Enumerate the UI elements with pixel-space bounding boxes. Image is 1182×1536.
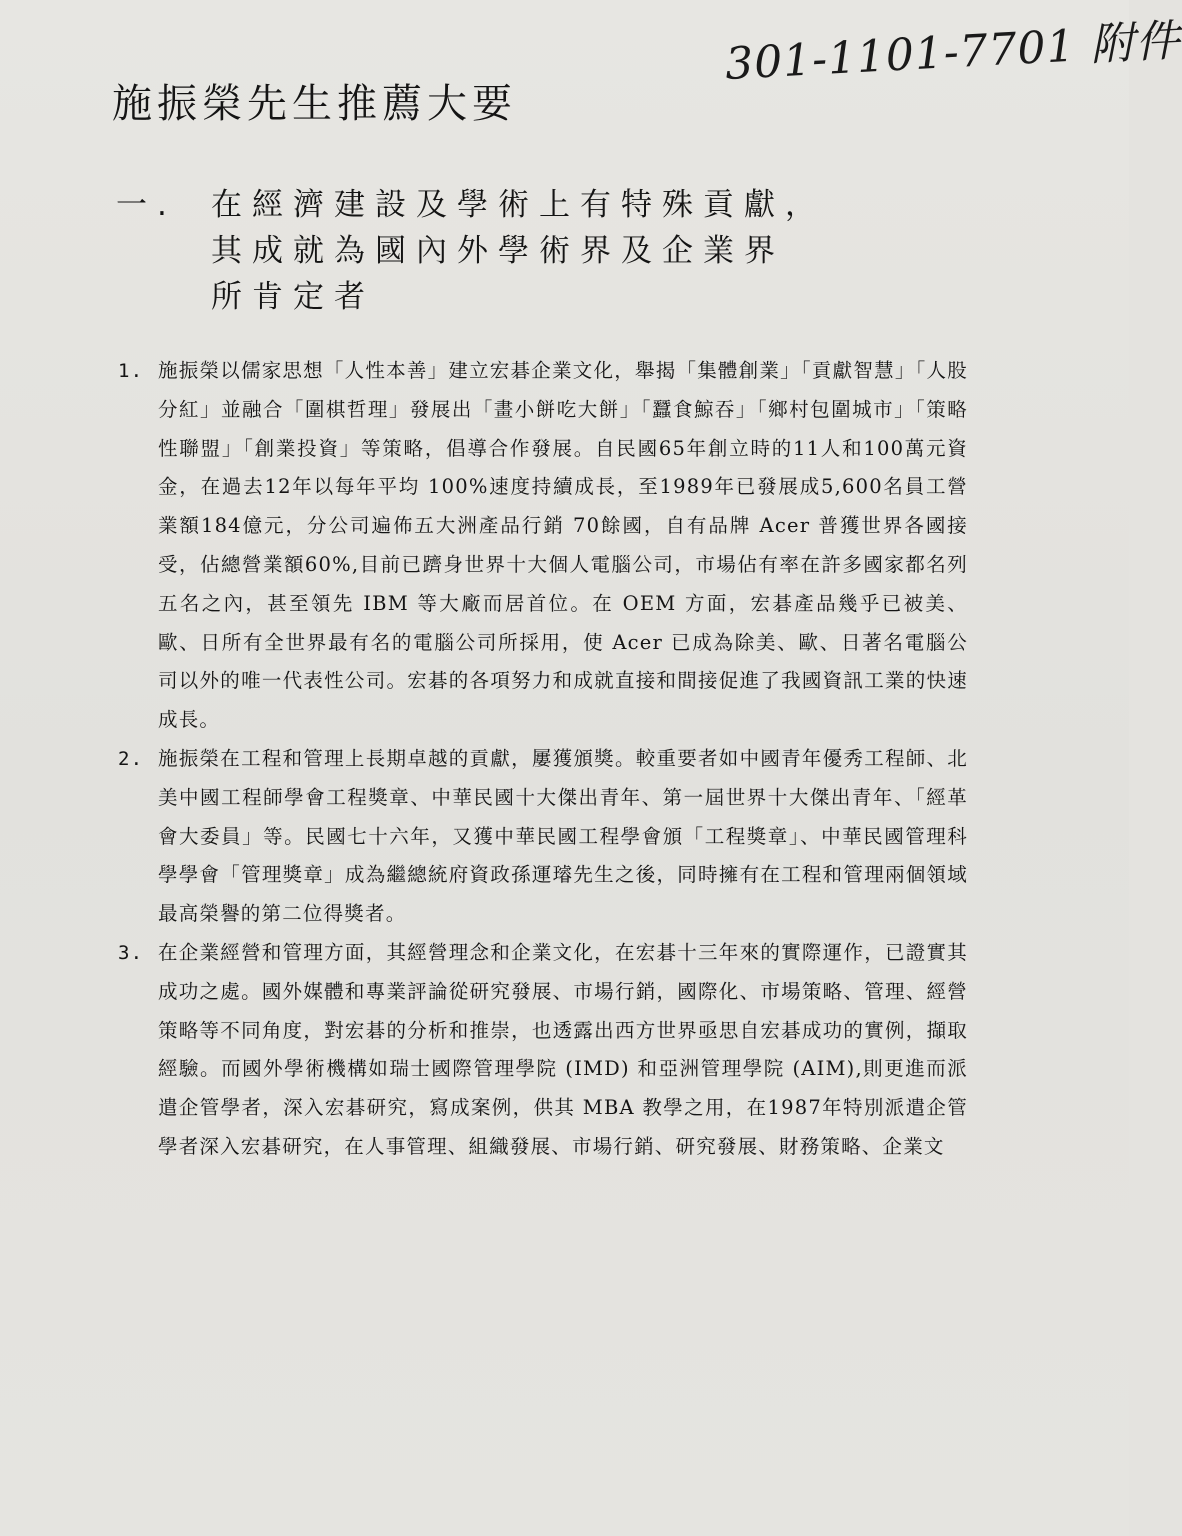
list-item-text: 在企業經營和管理方面，其經營理念和企業文化，在宏碁十三年來的實際運作，已證實其成功之處。國外媒體和專業評論從研究發展、市場行銷，國際化、市場策略、管理、經營策略等不同角度，對宏碁的分析和推崇，也透露出西方世界亟思自宏碁成功的實例，擷取經驗。而國外學術機構如瑞士國際管理學院 (IMD) 和亞洲管理學院 (AIM),則更進而派遣企管學者，深入宏碁研究，寫成案例，供其 MBA 教學之用，在1987年特別派遣企管學者深入宏碁研究，在人事管理、組織發展、市場行銷、研究發展、財務策略、企業文 [158,940,968,1158]
section-heading-line-1 [116,182,826,228]
section-heading-text-1: 在經濟建設及學術上有特殊貢獻， [211,187,826,223]
list-item [118,934,968,1167]
list-item [118,352,968,740]
document-title: 施振榮先生推薦大要 [112,81,517,127]
list-item-number: 3. [118,941,144,964]
section-marker: 一. [116,187,177,223]
handwritten-reference-number: 301-1101-7701 附件 [723,15,1182,90]
list-item [118,740,968,934]
section-heading-line-2: 其成就為國內外學術界及企業界 [211,233,785,269]
list-item-number: 1. [118,360,144,382]
list-item-text: 施振榮以儒家思想「人性本善」建立宏碁企業文化，舉揭「集體創業」「貢獻智慧」「人股分紅」並融合「圍棋哲理」發展出「畫小餅吃大餅」「蠶食鯨吞」「鄉村包圍城市」「策略性聯盟」「創業投資」等策略，倡導合作發展。自民國65年創立時的11人和100萬元資金，在過去12年以每年平均 100%速度持續成長，至1989年已發展成5,600名員工營業額184億元，分公司遍佈五大洲產品行銷 70餘國，自有品牌 Acer 普獲世界各國接受，佔總營業額60%,目前已躋身世界十大個人電腦公司，市場佔有率在許多國家都名列五名之內，甚至領先 IBM 等大廠而居首位。在 OEM 方面，宏碁產品幾乎已被美、歐、日所有全世界最有名的電腦公司所採用，使 Acer 已成為除美、歐、日著名電腦公司以外的唯一代表性公司。宏碁的各項努力和成就直接和間接促進了我國資訊工業的快速成長。 [158,359,968,732]
numbered-list [118,352,968,1167]
list-item-text: 施振榮在工程和管理上長期卓越的貢獻，屢獲頒獎。較重要者如中國青年優秀工程師、北美中國工程師學會工程獎章、中華民國十大傑出青年、第一屆世界十大傑出青年、「經革會大委員」等。民國七十六年，又獲中華民國工程學會頒「工程獎章」、中華民國管理科學學會「管理獎章」成為繼總統府資政孫運璿先生之後，同時擁有在工程和管理兩個領域最高榮譽的第二位得獎者。 [158,746,968,926]
section-heading-line-3: 所肯定者 [211,279,375,315]
list-item-number: 2. [118,747,144,770]
section-heading [116,182,826,320]
